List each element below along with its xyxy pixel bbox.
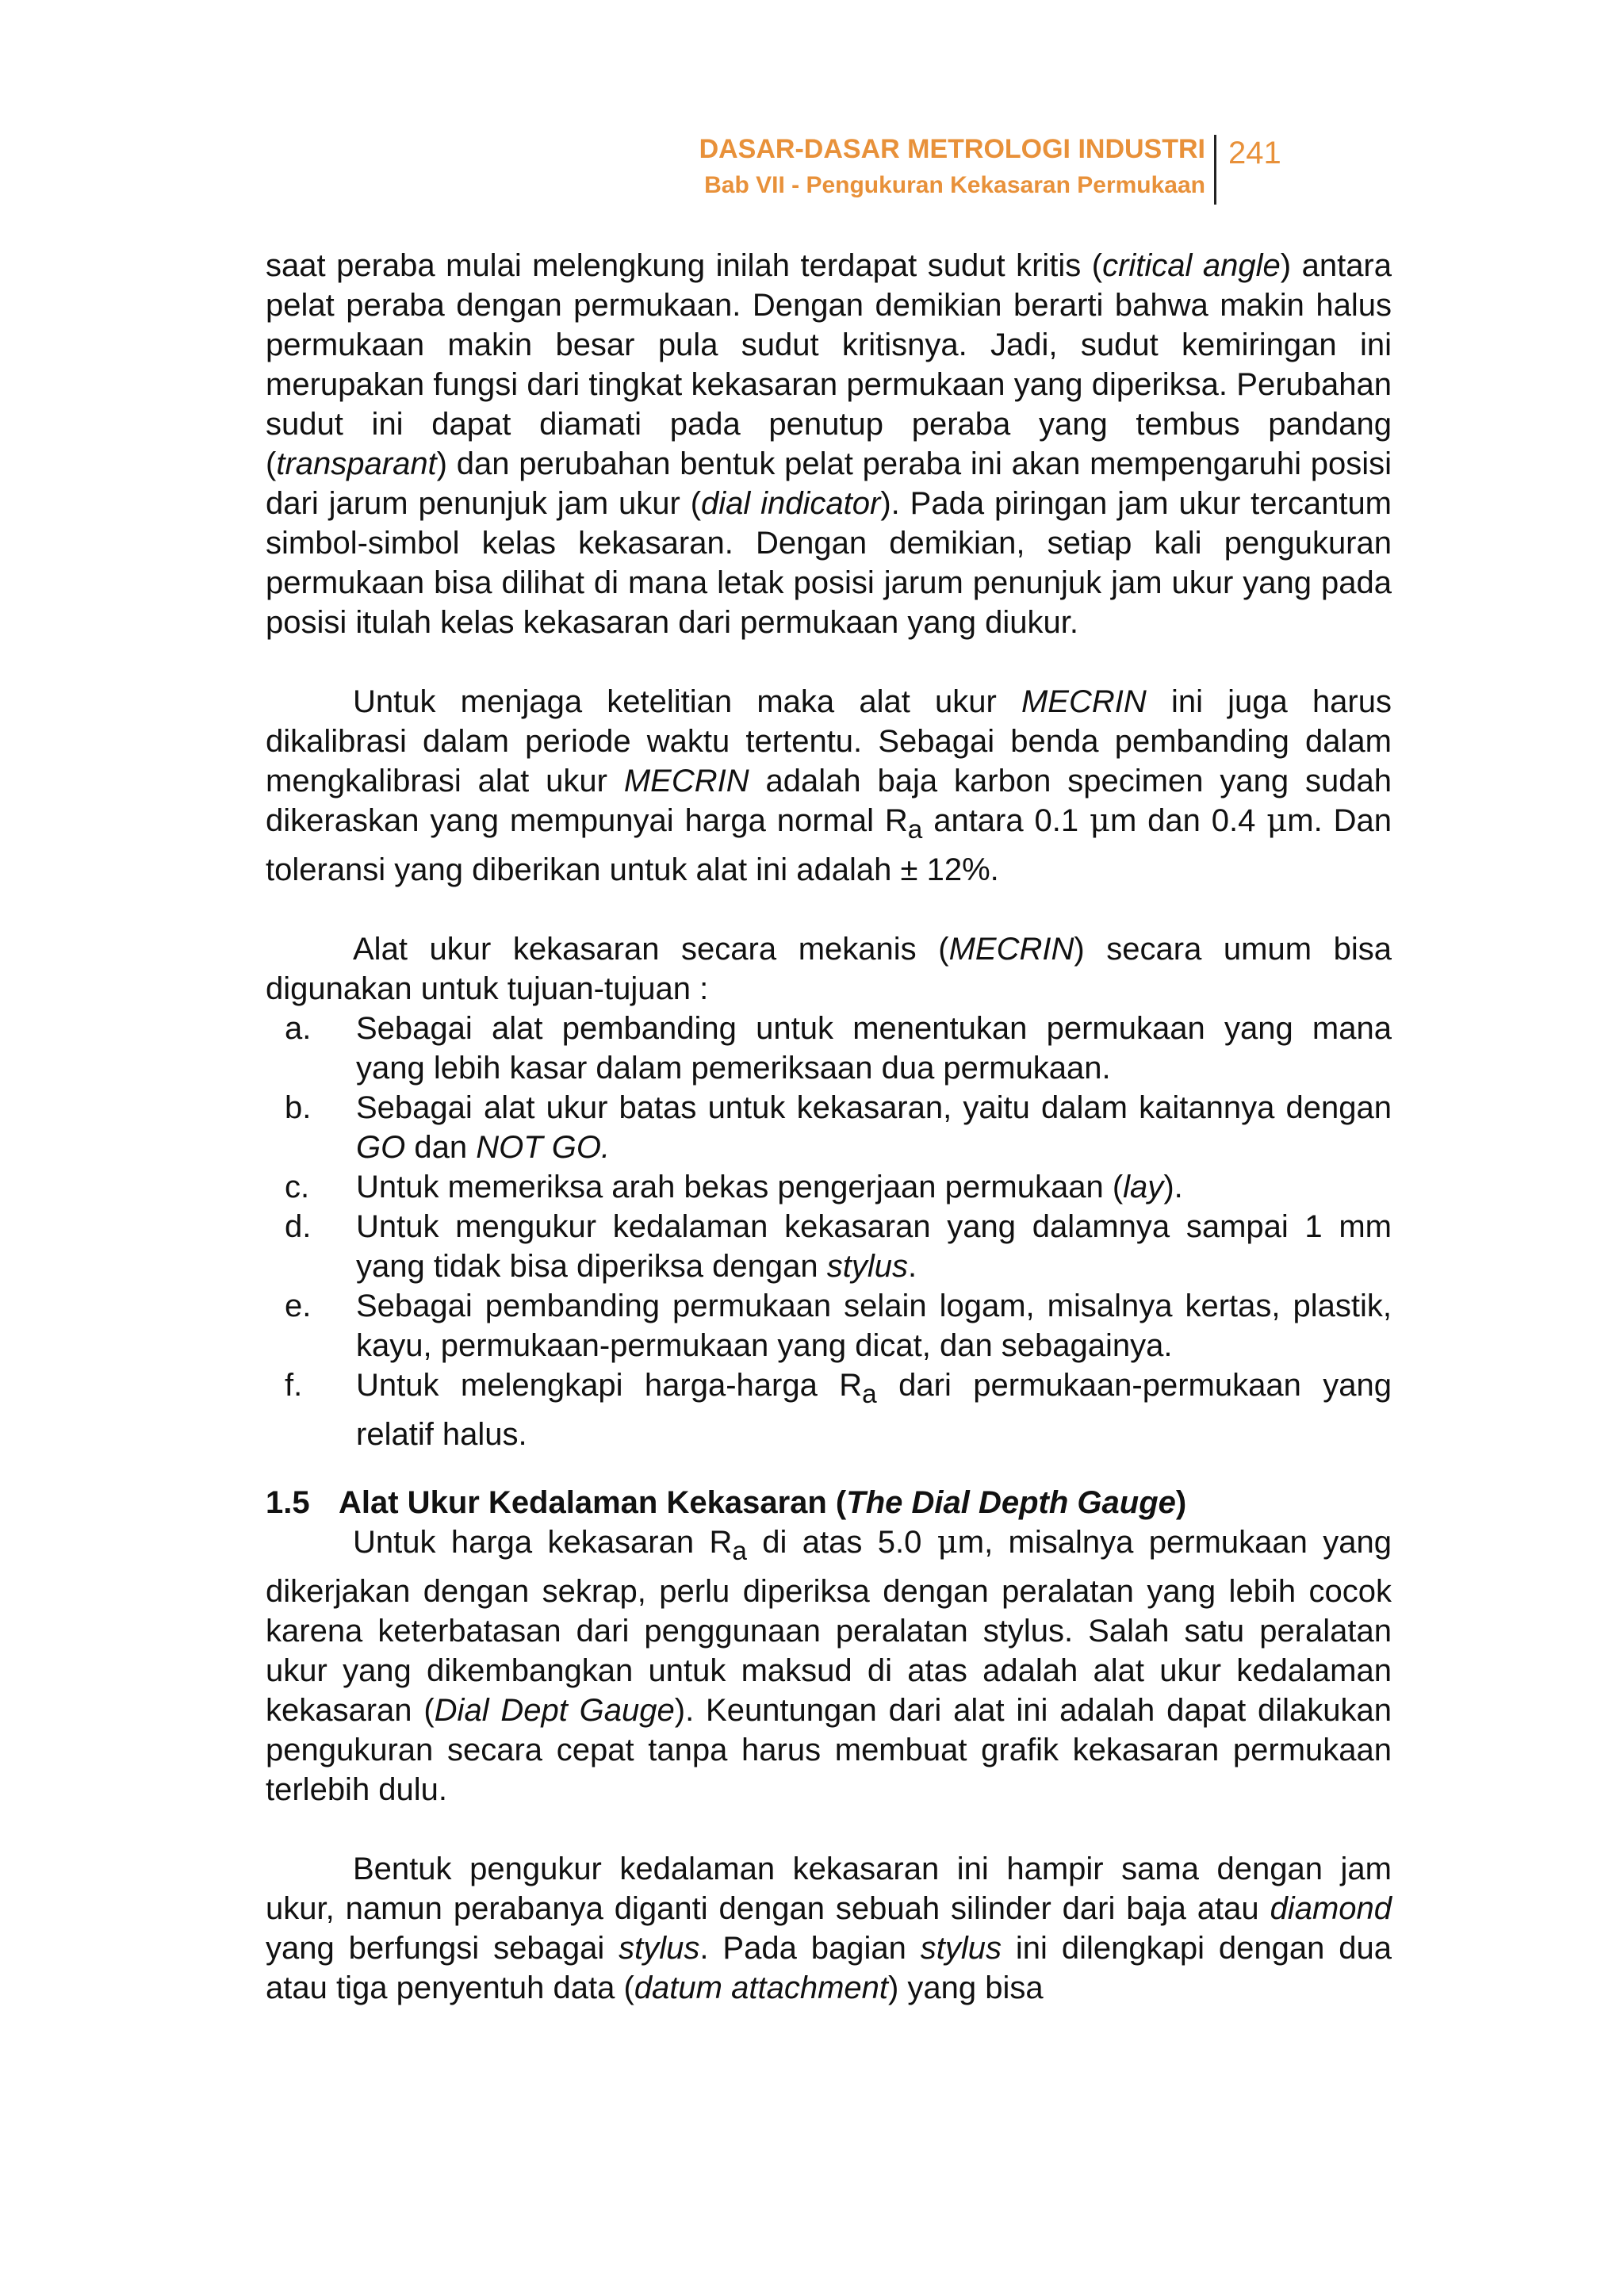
- header-divider: [1214, 135, 1216, 205]
- list-item-text: Sebagai alat ukur batas untuk kekasaran, yaitu dalam kaitannya dengan GO dan NOT GO.: [356, 1090, 1392, 1165]
- list-item: [266, 1009, 1392, 1088]
- paragraph-dial-depth-gauge: Untuk harga kekasaran $R_a$ di atas 5.0 μm, misalnya permukaan yang dikerjakan dengan sekrap, perlu diperiksa dengan peralatan yang lebih cocok karena keterbatasan dari penggunaan peralatan stylus. Salah satu peralatan ukur yang dikembangkan untuk maksud di atas adalah alat ukur kedalaman kekasaran (Dial Dept Gauge). Keuntungan dari alat ini adalah dapat dilakukan pengukuran secara cepat tanpa harus membuat grafik kekasaran permukaan terlebih dulu.: [266, 1524, 1392, 1807]
- list-marker: b.: [285, 1090, 312, 1125]
- list-item: [266, 1088, 1392, 1167]
- list-marker: a.: [285, 1011, 312, 1046]
- list-marker: f.: [285, 1368, 303, 1403]
- section-number: 1.5: [266, 1485, 310, 1520]
- list-item: [266, 1167, 1392, 1207]
- page-number: 241: [1228, 136, 1281, 170]
- running-header: [0, 133, 1205, 201]
- purposes-list: [266, 1009, 1392, 1454]
- paragraph-critical-angle: saat peraba mulai melengkung inilah terdapat sudut kritis (critical angle) antara pelat peraba dengan permukaan. Dengan demikian berarti bahwa makin halus permukaan makin besar pula sudut kritisnya. Jadi, sudut kemiringan ini merupakan fungsi dari tingkat kekasaran permukaan yang diperiksa. Perubahan sudut ini dapat diamati pada penutup peraba yang tembus pandang (transparant) dan perubahan bentuk pelat peraba ini akan mempengaruhi posisi dari jarum penunjuk jam ukur (dial indicator). Pada piringan jam ukur tercantum simbol-simbol kelas kekasaran. Dengan demikian, setiap kali pengukuran permukaan bisa dilihat di mana letak posisi jarum penunjuk jam ukur yang pada posisi itulah kelas kekasaran dari permukaan yang diukur.: [266, 248, 1392, 640]
- list-item-text: Untuk mengukur kedalaman kekasaran yang dalamnya sampai 1 mm yang tidak bisa diperiksa dengan stylus.: [356, 1209, 1392, 1284]
- section-heading: 1.5 Alat Ukur Kedalaman Kekasaran (The Dial Depth Gauge): [266, 1483, 1392, 1522]
- list-marker: e.: [285, 1289, 312, 1323]
- chapter-title: Bab VII - Pengukuran Kekasaran Permukaan: [704, 172, 1205, 198]
- list-item: [266, 1207, 1392, 1286]
- paragraph-calibration: Untuk menjaga ketelitian maka alat ukur MECRIN ini juga harus dikalibrasi dalam periode waktu tertentu. Sebagai benda pembanding dalam mengkalibrasi alat ukur MECRIN adalah baja karbon specimen yang sudah dikeraskan yang mempunyai harga normal $R_a$ antara 0.1 μm dan 0.4 μm. Dan toleransi yang diberikan untuk alat ini adalah ± 12%.: [266, 684, 1392, 887]
- list-item-text: Untuk melengkapi harga-harga $R_a$ dari permukaan-permukaan yang relatif halus.: [356, 1368, 1392, 1452]
- list-item: [266, 1286, 1392, 1365]
- list-item-text: Sebagai pembanding permukaan selain logam, misalnya kertas, plastik, kayu, permukaan-permukaan yang dicat, dan sebagainya.: [356, 1289, 1392, 1363]
- list-marker: d.: [285, 1209, 312, 1244]
- paragraph-gauge-shape: Bentuk pengukur kedalaman kekasaran ini hampir sama dengan jam ukur, namun perabanya diganti dengan sebuah silinder dari baja atau diamond yang berfungsi sebagai stylus. Pada bagian stylus ini dilengkapi dengan dua atau tiga penyentuh data (datum attachment) yang bisa: [266, 1852, 1392, 2005]
- book-title: DASAR-DASAR METROLOGI INDUSTRI: [699, 134, 1205, 164]
- list-item: [266, 1365, 1392, 1454]
- list-item-text: Untuk memeriksa arah bekas pengerjaan permukaan (lay).: [356, 1170, 1183, 1204]
- list-marker: c.: [285, 1170, 310, 1204]
- list-item-text: Sebagai alat pembanding untuk menentukan permukaan yang mana yang lebih kasar dalam pemeriksaan dua permukaan.: [356, 1011, 1392, 1086]
- page-body: [266, 246, 1392, 2008]
- paragraph-purposes-intro: Alat ukur kekasaran secara mekanis (MECRIN) secara umum bisa digunakan untuk tujuan-tujuan :: [266, 932, 1392, 1006]
